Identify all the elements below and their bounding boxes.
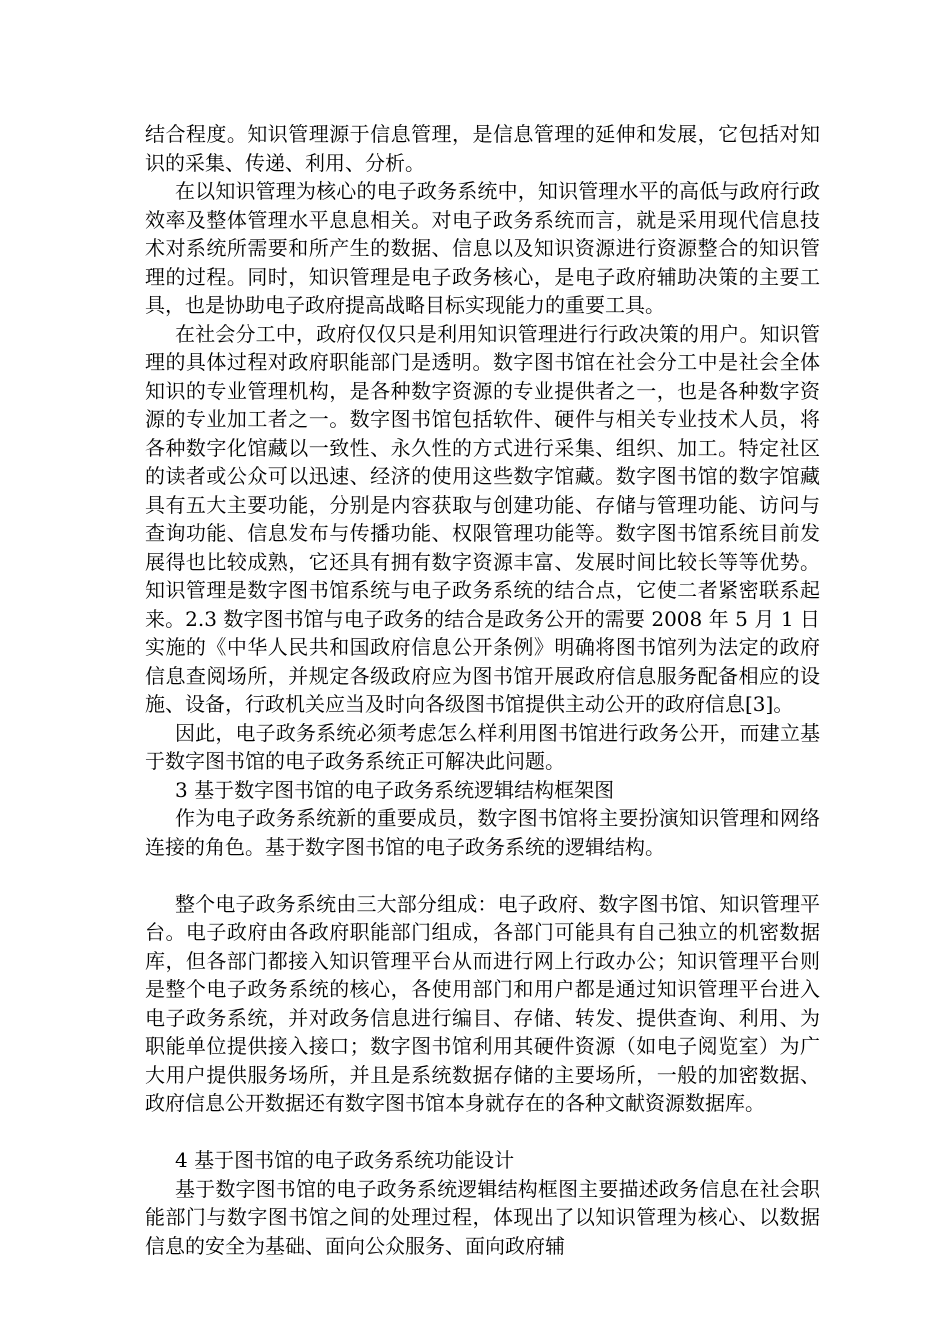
paragraph-knowledge-core: 在以知识管理为核心的电子政务系统中，知识管理水平的高低与政府行政效率及整体管理水平息息相关。对电子政务系统而言，就是采用现代信息技术对系统所需要和所产生的数据、信息以及知识资源进行资源整合的知识管理的过程。同时，知识管理是电子政务核心，是电子政府辅助决策的主要工具，也是协助电子政府提高战略目标实现能力的重要工具。 (145, 179, 820, 317)
document-page (145, 120, 820, 1260)
paragraph-social-division: 在社会分工中，政府仅仅只是利用知识管理进行行政决策的用户。知识管理的具体过程对政府职能部门是透明。数字图书馆在社会分工中是社会全体知识的专业管理机构，是各种数字资源的专业提供者之一，也是各种数字资源的专业加工者之一。数字图书馆包括软件、硬件与相关专业技术人员，将各种数字化馆藏以一致性、永久性的方式进行采集、组织、加工。特定社区的读者或公众可以迅速、经济的使用这些数字馆藏。数字图书馆的数字馆藏具有五大主要功能，分别是内容获取与创建功能、存储与管理功能、访问与查询功能、信息发布与传播功能、权限管理功能等。数字图书馆系统目前发展得也比较成熟，它还具有拥有数字资源丰富、发展时间比较长等等优势。知识管理是数字图书馆系统与电子政务系统的结合点，它使二者紧密联系起来。2.3 数字图书馆与电子政务的结合是政务公开的需要 2008 年 5 月 1 日实施的《中华人民共和国政府信息公开条例》明确将图书馆列为法定的政府信息查阅场所，并规定各级政府应为图书馆开展政府信息服务配备相应的设施、设备，行政机关应当及时向各级图书馆提供主动公开的政府信息[3]。 (145, 321, 820, 716)
section-heading-4: 4 基于图书馆的电子政务系统功能设计 (175, 1148, 515, 1172)
blank-line (145, 1118, 820, 1147)
section-heading-3: 3 基于数字图书馆的电子政务系统逻辑结构框架图 (175, 777, 615, 802)
blank-line (145, 861, 820, 890)
paragraph-new-member: 作为电子政务系统新的重要成员，数字图书馆将主要扮演知识管理和网络连接的角色。基于数字图书馆的电子政务系统的逻辑结构。 (145, 806, 820, 859)
paragraph-system-composition: 整个电子政务系统由三大部分组成：电子政府、数字图书馆、知识管理平台。电子政府由各政府职能部门组成，各部门可能具有自己独立的机密数据库，但各部门都接入知识管理平台从而进行网上行政办公；知识管理平台则是整个电子政务系统的核心，各使用部门和用户都是通过知识管理平台进入电子政务系统，并对政务信息进行编目、存储、转发、提供查询、利用、为职能单位提供接入接口；数字图书馆利用其硬件资源（如电子阅览室）为广大用户提供服务场所，并且是系统数据存储的主要场所，一般的加密数据、政府信息公开数据还有数字图书馆本身就存在的各种文献资源数据库。 (145, 891, 820, 1115)
paragraph-logic-framework: 基于数字图书馆的电子政务系统逻辑结构框图主要描述政务信息在社会职能部门与数字图书馆之间的处理过程，体现出了以知识管理为核心、以数据信息的安全为基础、面向公众服务、面向政府辅 (145, 1176, 820, 1258)
paragraph-knowledge-management-definition: 结合程度。知识管理源于信息管理，是信息管理的延伸和发展，它包括对知识的采集、传递、利用、分析。 (145, 122, 820, 175)
paragraph-therefore: 因此，电子政务系统必须考虑怎么样利用图书馆进行政务公开，而建立基于数字图书馆的电子政务系统正可解决此问题。 (145, 720, 820, 773)
